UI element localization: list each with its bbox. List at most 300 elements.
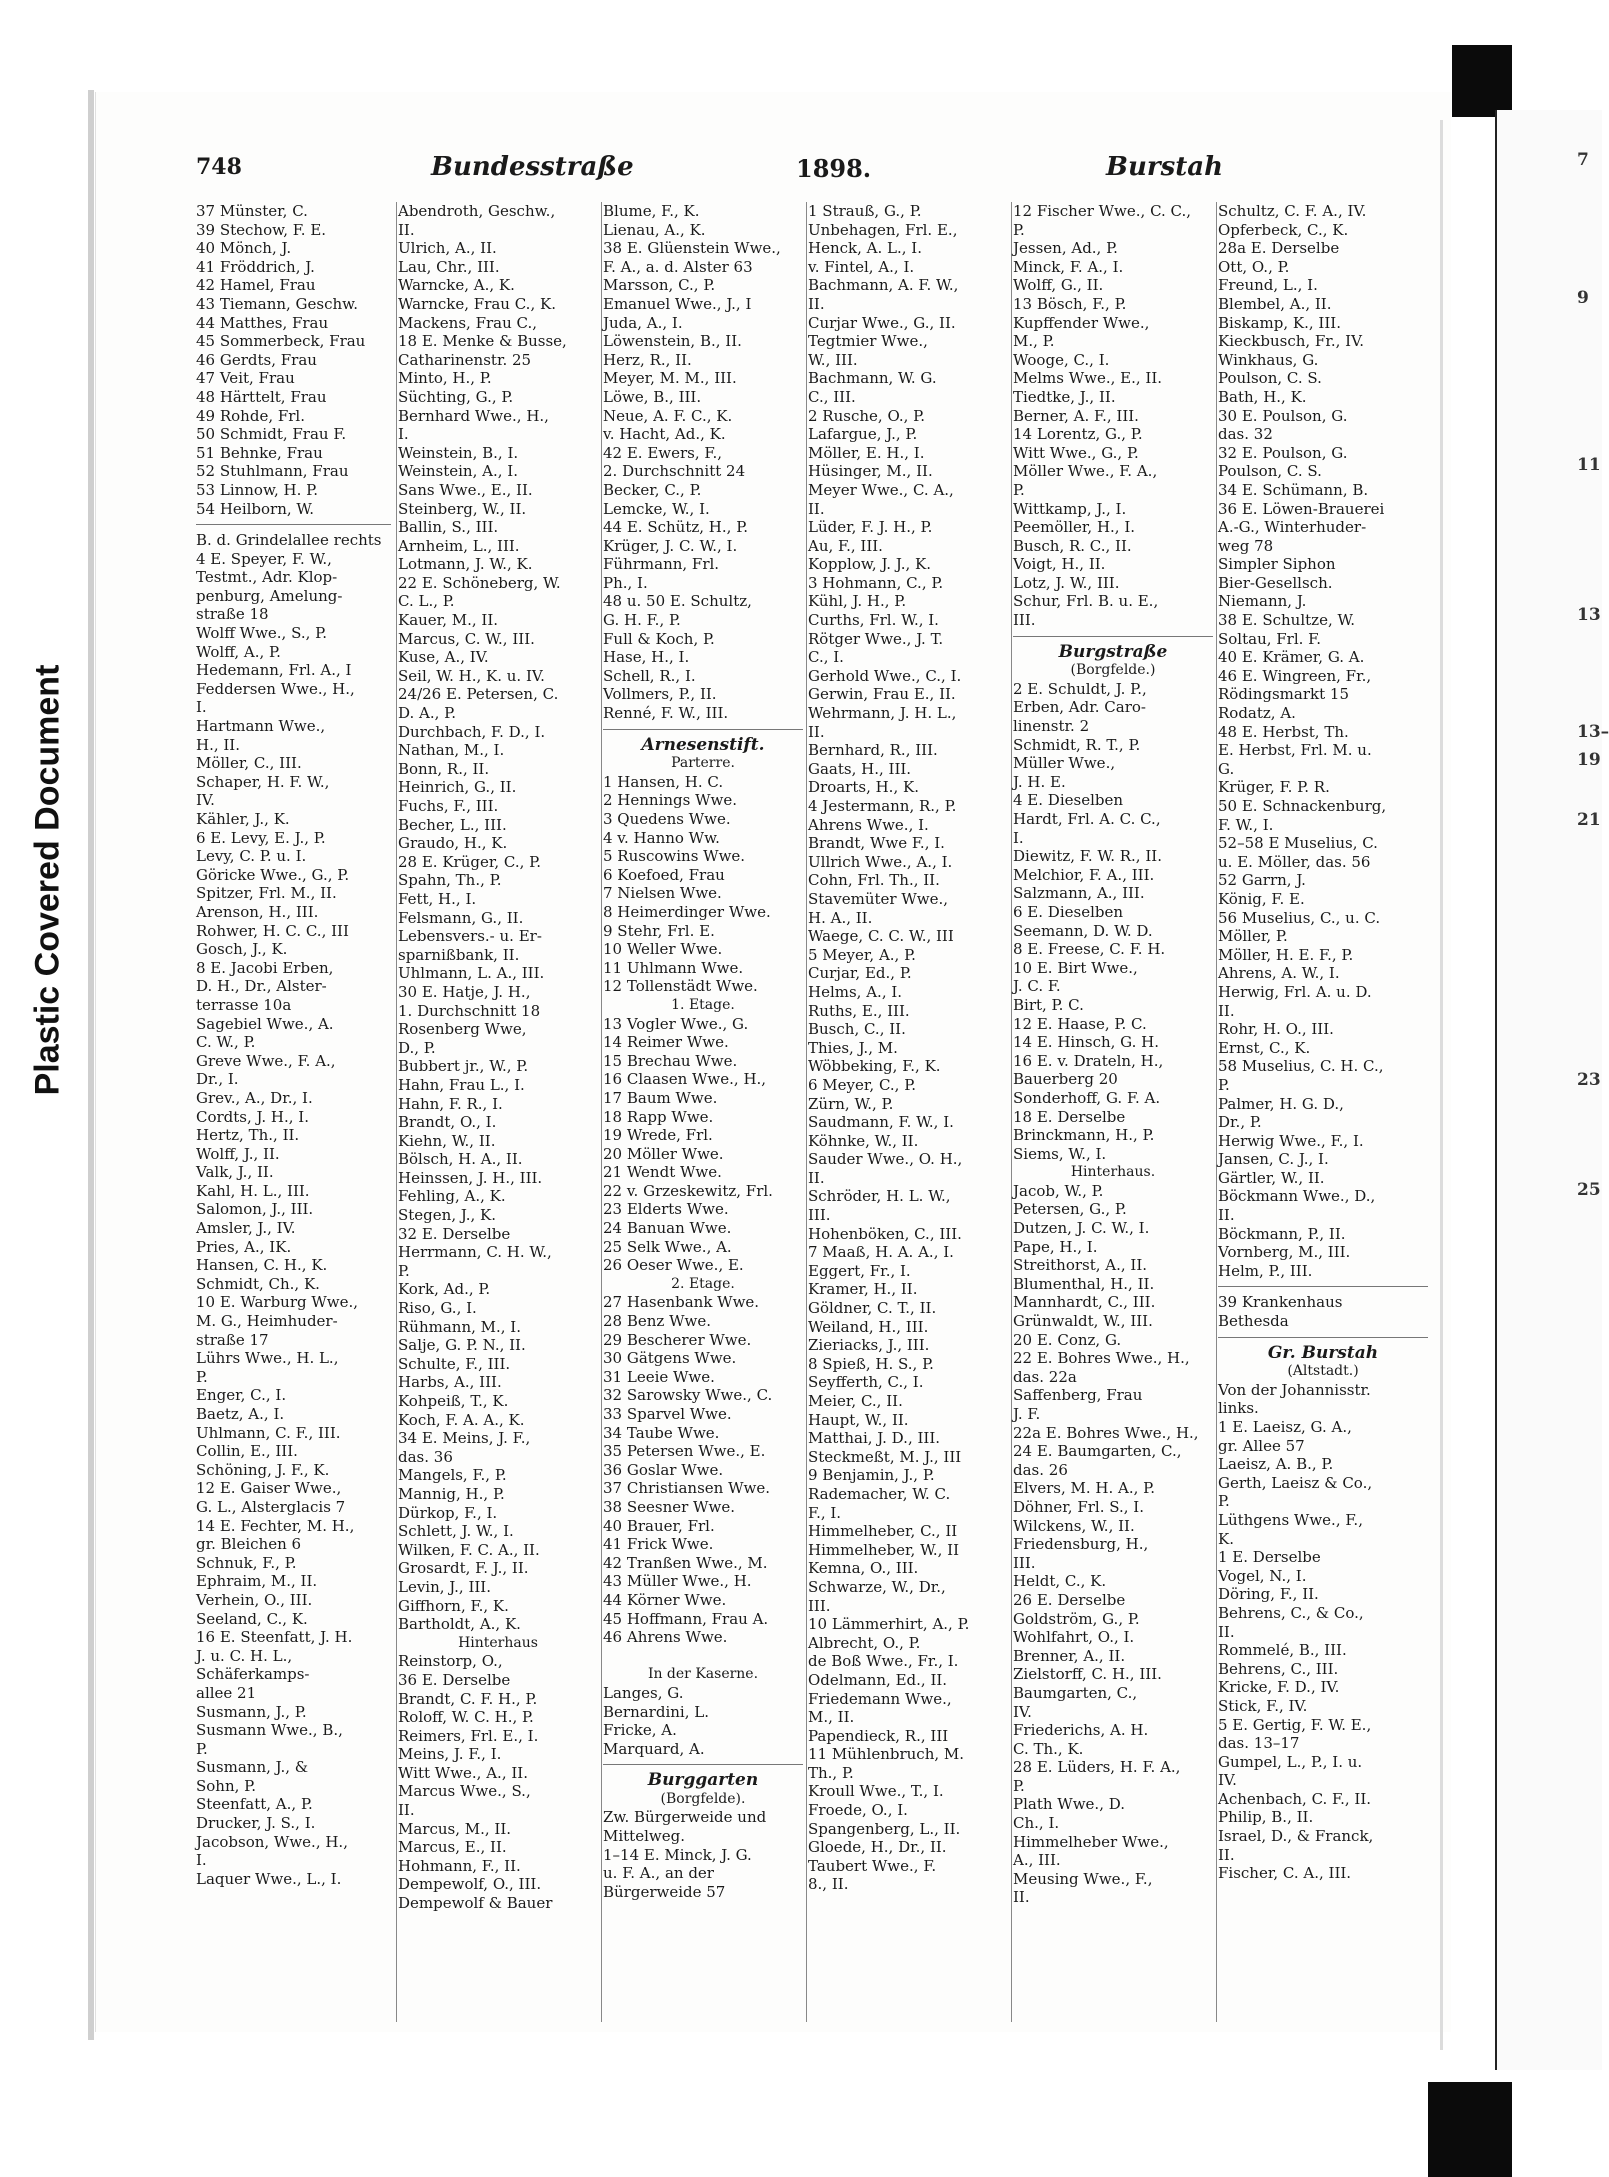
directory-entry: Melchior, F. A., III. xyxy=(1013,865,1155,884)
directory-entry: 7 Nielsen Wwe. xyxy=(603,884,722,903)
directory-entry: Bonn, R., II. xyxy=(398,759,490,778)
section-heading: Burggarten xyxy=(647,1770,759,1791)
directory-entry: Fuchs, F., III. xyxy=(398,797,499,815)
directory-entry: Döhner, Frl. S., I. xyxy=(1013,1497,1144,1516)
directory-entry: C., I. xyxy=(808,648,844,667)
directory-entry: Poulson, C. S. xyxy=(1218,369,1322,388)
page-edge xyxy=(1440,120,1443,2050)
directory-entry: Grev., A., Dr., I. xyxy=(196,1088,313,1107)
directory-entry: I. xyxy=(398,425,409,444)
directory-entry: 53 Linnow, H. P. xyxy=(196,480,318,499)
directory-entry: Brandt, C. F. H., P. xyxy=(398,1689,538,1708)
directory-entry: links. xyxy=(1218,1399,1259,1418)
directory-entry: Collin, E., III. xyxy=(196,1442,298,1461)
directory-entry: Blume, F., K. xyxy=(603,202,700,220)
directory-entry: 2. Durchschnitt 24 xyxy=(603,462,746,481)
directory-entry: Seeland, C., K. xyxy=(196,1609,308,1628)
directory-entry: Ahrens, A. W., I. xyxy=(1218,964,1340,983)
directory-entry: 12 E. Haase, P. C. xyxy=(1013,1014,1147,1033)
directory-entry: Baumgarten, C., xyxy=(1013,1683,1138,1702)
directory-entry: Behrens, C., & Co., xyxy=(1218,1603,1364,1622)
directory-entry: 24 E. Baumgarten, C., xyxy=(1013,1442,1182,1461)
directory-entry: terrasse 10a xyxy=(196,995,292,1014)
section-rule xyxy=(1218,1337,1428,1338)
directory-entry: 14 E. Fechter, M. H., xyxy=(196,1516,355,1535)
directory-entry: 39 Krankenhaus xyxy=(1218,1293,1343,1312)
directory-entry: Löwenstein, B., II. xyxy=(603,332,742,351)
directory-entry: Blembel, A., II. xyxy=(1218,294,1332,313)
directory-entry: Hardt, Frl. A. C. C., xyxy=(1013,810,1161,828)
directory-entry: Streithorst, A., II. xyxy=(1013,1256,1148,1275)
directory-entry: IV. xyxy=(1013,1702,1032,1721)
directory-entry: 47 Veit, Frau xyxy=(196,369,295,388)
directory-entry: Bubbert jr., W., P. xyxy=(398,1057,529,1076)
directory-entry: Curjar, Ed., P. xyxy=(808,964,912,983)
directory-entry: A.-G., Winterhuder- xyxy=(1218,518,1367,537)
directory-entry: P. xyxy=(196,1739,208,1758)
directory-entry: Stavemüter Wwe., xyxy=(808,889,948,908)
directory-entry: 28 E. Krüger, C., P. xyxy=(398,852,541,871)
directory-entry: Biskamp, K., III. xyxy=(1218,313,1341,332)
directory-entry: Kahl, H. L., III. xyxy=(196,1181,310,1200)
directory-entry: Rühmann, M., I. xyxy=(398,1317,521,1336)
directory-entry: 17 Baum Wwe. xyxy=(603,1088,718,1107)
directory-entry: 43 Müller Wwe., H. xyxy=(603,1572,752,1591)
directory-entry: 28 E. Lüders, H. F. A., xyxy=(1013,1758,1181,1777)
directory-entry: Himmelheber, C., II xyxy=(808,1522,958,1541)
directory-entry: P. xyxy=(196,1367,208,1386)
directory-entry: Löwe, B., III. xyxy=(603,387,702,406)
directory-entry: Witt Wwe., A., II. xyxy=(398,1763,528,1782)
directory-entry: Rötger Wwe., J. T. xyxy=(808,629,944,648)
directory-entry: 42 Tranßen Wwe., M. xyxy=(603,1553,768,1572)
directory-entry: Ott, O., P. xyxy=(1218,257,1290,276)
directory-entry: Full & Koch, P. xyxy=(603,629,715,648)
directory-entry: Stegen, J., K. xyxy=(398,1206,496,1225)
directory-entry: Gerwin, Frau E., II. xyxy=(808,685,956,704)
directory-entry: Hahn, Frau L., I. xyxy=(398,1075,525,1094)
section-rule xyxy=(603,1764,803,1765)
directory-entry: Führmann, Frl. xyxy=(603,555,720,574)
directory-entry: Gerth, Laeisz & Co., xyxy=(1218,1473,1373,1492)
directory-entry: Hohenböken, C., III. xyxy=(808,1224,962,1243)
directory-entry: Wooge, C., I. xyxy=(1013,350,1110,369)
directory-entry: Thies, J., M. xyxy=(808,1038,898,1057)
directory-entry: Kork, Ad., P. xyxy=(398,1280,491,1299)
directory-entry: Kohpeiß, T., K. xyxy=(398,1392,509,1410)
page-shadow xyxy=(88,90,94,2040)
directory-entry: Schur, Frl. B. u. E., xyxy=(1013,592,1159,611)
directory-entry: Amsler, J., IV. xyxy=(196,1219,296,1238)
directory-entry: 37 Münster, C. xyxy=(196,202,308,220)
directory-entry: 52–58 E Muselius, C. xyxy=(1218,834,1378,853)
column-1 xyxy=(196,202,391,1888)
directory-entry: Bernhard Wwe., H., xyxy=(398,406,549,425)
directory-entry: Palmer, H. G. D., xyxy=(1218,1094,1344,1113)
column-5 xyxy=(1013,202,1213,1907)
directory-entry: 52 Garrn, J. xyxy=(1218,871,1306,890)
directory-entry: III. xyxy=(808,1206,831,1225)
directory-entry: v. Fintel, A., I. xyxy=(808,257,915,276)
directory-entry: D. H., Dr., Alster- xyxy=(196,977,327,996)
binding-top xyxy=(1452,45,1512,117)
directory-entry: 8 E. Freese, C. F. H. xyxy=(1013,940,1166,959)
directory-entry: 7 Maaß, H. A. A., I. xyxy=(808,1243,954,1262)
directory-entry: III. xyxy=(1013,1553,1036,1572)
directory-entry: 1 E. Laeisz, G. A., xyxy=(1218,1418,1352,1436)
directory-entry: 38 E. Schultze, W. xyxy=(1218,611,1356,630)
directory-entry: 50 E. Schnackenburg, xyxy=(1218,797,1387,815)
directory-entry: 8 E. Jacobi Erben, xyxy=(196,958,334,977)
directory-entry: Zw. Bürgerweide und xyxy=(603,1808,767,1827)
directory-entry: J. u. C. H. L., xyxy=(196,1646,293,1665)
directory-entry: Schwarze, W., Dr., xyxy=(808,1577,946,1596)
directory-entry: IV. xyxy=(1218,1771,1237,1790)
directory-entry: 22 E. Schöneberg, W. xyxy=(398,573,561,592)
directory-entry: 14 E. Hinsch, G. H. xyxy=(1013,1033,1160,1052)
directory-entry: Kricke, F. D., IV. xyxy=(1218,1678,1340,1697)
directory-entry: II. xyxy=(1218,1206,1235,1225)
directory-entry: Lührs Wwe., H. L., xyxy=(196,1349,339,1368)
directory-entry: Neue, A. F. C., K. xyxy=(603,406,733,425)
directory-entry: Henck, A. L., I. xyxy=(808,239,922,258)
directory-entry: Wehrmann, J. H. L., xyxy=(808,704,957,723)
directory-entry: Wöbbeking, F., K. xyxy=(808,1057,941,1076)
directory-entry: 23 Elderts Wwe. xyxy=(603,1200,729,1219)
directory-entry: Busch, R. C., II. xyxy=(1013,536,1132,555)
column-2 xyxy=(398,202,598,1913)
directory-entry: Reinstorp, O., xyxy=(398,1652,503,1671)
directory-entry: Graudo, H., K. xyxy=(398,834,508,853)
directory-entry: Schell, R., I. xyxy=(603,666,696,685)
directory-entry: P. xyxy=(398,1261,410,1280)
directory-entry: 51 Behnke, Frau xyxy=(196,443,323,462)
directory-entry: Felsmann, G., II. xyxy=(398,908,524,927)
directory-entry: Süchting, G., P. xyxy=(398,387,514,406)
directory-entry: u. F. A., an der xyxy=(603,1864,714,1883)
directory-entry: Siems, W., I. xyxy=(1013,1144,1107,1163)
directory-entry: W., III. xyxy=(808,350,858,369)
directory-entry: 2. Etage. xyxy=(671,1275,735,1292)
directory-entry: Lemcke, W., I. xyxy=(603,499,710,518)
directory-entry: Weiland, H., III. xyxy=(808,1317,929,1336)
directory-entry: 56 Muselius, C., u. C. xyxy=(1218,908,1381,927)
directory-entry: Petersen, G., P. xyxy=(1013,1200,1127,1219)
directory-entry: 52 Stuhlmann, Frau xyxy=(196,462,349,481)
street-heading-right: Burstah xyxy=(1106,152,1223,182)
directory-entry: Meyer, M. M., III. xyxy=(603,369,737,388)
directory-entry: 46 E. Wingreen, Fr., xyxy=(1218,666,1372,685)
directory-entry: Schultz, C. F. A., IV. xyxy=(1218,202,1367,220)
year-heading: 1898. xyxy=(796,154,872,183)
column-divider xyxy=(1011,202,1012,2022)
directory-entry: Möller, P. xyxy=(1218,927,1288,946)
directory-entry: Meins, J. F., I. xyxy=(398,1745,502,1764)
directory-entry: 11 Mühlenbruch, M. xyxy=(808,1745,965,1764)
directory-entry: Helm, P., III. xyxy=(1218,1261,1313,1280)
directory-entry: Gumpel, L., P., I. u. xyxy=(1218,1752,1363,1771)
directory-entry: 3 Quedens Wwe. xyxy=(603,810,731,828)
directory-entry: Rommelé, B., III. xyxy=(1218,1641,1347,1660)
directory-entry: Sohn, P. xyxy=(196,1776,256,1795)
directory-entry: Döring, F., II. xyxy=(1218,1585,1319,1604)
directory-entry: Dutzen, J. C. W., I. xyxy=(1013,1219,1150,1238)
directory-entry: Taubert Wwe., F. xyxy=(808,1856,937,1875)
directory-entry: Tegtmier Wwe., xyxy=(808,332,928,351)
directory-entry: Ballin, S., III. xyxy=(398,518,499,537)
directory-entry: Bethesda xyxy=(1218,1312,1289,1331)
directory-entry: Friederichs, A. H. xyxy=(1013,1721,1149,1740)
directory-entry: Sans Wwe., E., II. xyxy=(398,480,533,499)
directory-entry: de Boß Wwe., Fr., I. xyxy=(808,1652,959,1671)
directory-entry: 16 E. Steenfatt, J. H. xyxy=(196,1628,353,1647)
directory-entry: Jansen, C. J., I. xyxy=(1218,1150,1329,1169)
directory-entry: 14 Reimer Wwe. xyxy=(603,1033,729,1052)
directory-entry: C. Th., K. xyxy=(1013,1739,1084,1758)
directory-entry: (Altstadt.) xyxy=(1287,1363,1359,1380)
page-number: 748 xyxy=(196,154,242,180)
directory-entry: G. H. F., P. xyxy=(603,611,681,630)
facing-page-number: 7 xyxy=(1577,150,1589,170)
directory-entry: 30 Gätgens Wwe. xyxy=(603,1349,737,1368)
directory-entry: Juda, A., I. xyxy=(603,313,683,332)
directory-entry: Uhlmann, L. A., III. xyxy=(398,964,545,983)
directory-entry: Langes, G. xyxy=(603,1683,684,1702)
directory-entry: Möller, E. H., I. xyxy=(808,443,925,462)
directory-entry: IV. xyxy=(196,791,215,810)
directory-entry: J. H. E. xyxy=(1013,772,1066,791)
directory-entry: I. xyxy=(1013,828,1024,847)
directory-entry: Pape, H., I. xyxy=(1013,1237,1098,1256)
directory-entry: Opferbeck, C., K. xyxy=(1218,220,1349,239)
directory-entry: 13 Bösch, F., P. xyxy=(1013,294,1127,313)
directory-entry: Nathan, M., I. xyxy=(398,741,505,760)
directory-entry: A., III. xyxy=(1013,1851,1061,1870)
column-3 xyxy=(603,202,803,1901)
directory-entry: 40 Brauer, Frl. xyxy=(603,1516,715,1535)
directory-entry: Salzmann, A., III. xyxy=(1013,884,1145,903)
directory-entry: 30 E. Poulson, G. xyxy=(1218,406,1348,425)
directory-entry: 9 Benjamin, J., P. xyxy=(808,1466,935,1485)
directory-entry: Brandt, Wwe F., I. xyxy=(808,834,945,853)
directory-entry: Hansen, C. H., K. xyxy=(196,1256,328,1275)
directory-entry: Seil, W. H., K. u. IV. xyxy=(398,666,545,685)
directory-entry: Ph., I. xyxy=(603,573,648,592)
directory-entry: Levin, J., III. xyxy=(398,1577,492,1596)
directory-entry: Jacob, W., P. xyxy=(1013,1181,1104,1200)
facing-page-number: 9 xyxy=(1577,288,1589,308)
directory-entry: Schäferkamps- xyxy=(196,1665,310,1684)
directory-entry: (Borgfelde). xyxy=(660,1790,746,1807)
directory-entry: Enger, C., I. xyxy=(196,1386,287,1405)
directory-entry: allee 21 xyxy=(196,1683,257,1702)
directory-entry: Rohwer, H. C. C., III xyxy=(196,921,349,940)
directory-entry: Heinssen, J. H., III. xyxy=(398,1168,543,1187)
column-divider xyxy=(1216,202,1217,2022)
directory-entry: Curjar Wwe., G., II. xyxy=(808,313,956,332)
section-rule xyxy=(1218,1286,1428,1287)
directory-entry: II. xyxy=(808,1168,825,1187)
directory-entry: Rödingsmarkt 15 xyxy=(1218,685,1349,704)
directory-entry: P. xyxy=(1013,220,1025,239)
directory-entry: Th., P. xyxy=(808,1763,854,1782)
directory-entry: 5 Meyer, A., P. xyxy=(808,945,916,964)
directory-entry: 44 Matthes, Frau xyxy=(196,313,329,332)
directory-entry: 32 Sarowsky Wwe., C. xyxy=(603,1386,773,1405)
directory-entry: 29 Bescherer Wwe. xyxy=(603,1330,752,1349)
directory-entry: das. 36 xyxy=(398,1447,453,1466)
directory-entry: Gerhold Wwe., C., I. xyxy=(808,666,962,685)
directory-entry: Kieckbusch, Fr., IV. xyxy=(1218,332,1365,351)
directory-entry: Hase, H., I. xyxy=(603,648,690,667)
directory-entry: 6 Meyer, C., P. xyxy=(808,1075,917,1094)
directory-entry: Herwig, Frl. A. u. D. xyxy=(1218,982,1372,1001)
section-heading: Arnesenstift. xyxy=(641,734,765,755)
directory-entry: 11 Uhlmann Wwe. xyxy=(603,958,744,977)
directory-entry: Schmidt, Ch., K. xyxy=(196,1274,320,1293)
directory-entry: Meusing Wwe., F., xyxy=(1013,1869,1153,1888)
directory-entry: Warncke, Frau C., K. xyxy=(398,294,556,313)
side-label xyxy=(18,620,78,1140)
directory-entry: Meier, C., II. xyxy=(808,1392,903,1410)
directory-entry: 27 Hasenbank Wwe. xyxy=(603,1293,760,1312)
directory-entry: 46 Ahrens Wwe. xyxy=(603,1628,728,1647)
column-6 xyxy=(1218,202,1428,1883)
directory-entry: Peemöller, H., I. xyxy=(1013,518,1136,537)
directory-entry: Heldt, C., K. xyxy=(1013,1572,1107,1591)
directory-entry: Arenson, H., III. xyxy=(196,902,319,921)
directory-entry: 10 E. Birt Wwe., xyxy=(1013,958,1138,977)
facing-page-number: 11 xyxy=(1577,455,1601,475)
directory-entry: 10 Lämmerhirt, A., P. xyxy=(808,1615,970,1634)
directory-entry: K. xyxy=(1218,1529,1234,1548)
street-heading-left: Bundesstraße xyxy=(431,152,634,182)
directory-entry: straße 17 xyxy=(196,1330,269,1349)
directory-entry: Levy, C. P. u. I. xyxy=(196,847,307,866)
directory-entry: 45 Hoffmann, Frau A. xyxy=(603,1609,769,1628)
directory-entry: Plath Wwe., D. xyxy=(1013,1795,1125,1814)
directory-entry: Fehling, A., K. xyxy=(398,1187,506,1206)
facing-page-number: 23 xyxy=(1577,1070,1601,1090)
directory-entry: 28 Benz Wwe. xyxy=(603,1312,711,1331)
directory-entry: Helms, A., I. xyxy=(808,982,903,1001)
directory-entry: Susmann, J., P. xyxy=(196,1702,307,1721)
directory-entry: 13 Vogler Wwe., G. xyxy=(603,1014,749,1033)
directory-entry: Fett, H., I. xyxy=(398,889,477,908)
directory-entry: III. xyxy=(1013,611,1036,630)
directory-entry: Testmt., Adr. Klop- xyxy=(196,568,338,587)
directory-entry: Unbehagen, Frl. E., xyxy=(808,220,958,239)
directory-entry: Herwig Wwe., F., I. xyxy=(1218,1131,1364,1150)
directory-entry: 20 Möller Wwe. xyxy=(603,1144,724,1163)
directory-entry: Wohlfahrt, O., I. xyxy=(1013,1628,1135,1647)
directory-entry: 3 Hohmann, C., P. xyxy=(808,573,944,592)
directory-entry: Au, F., III. xyxy=(808,536,883,555)
page-header xyxy=(96,92,1451,182)
directory-entry: Ahrens Wwe., I. xyxy=(808,815,929,834)
directory-entry: Hinterhaus. xyxy=(1070,1164,1156,1181)
directory-entry: Zieriacks, J., III. xyxy=(808,1336,930,1355)
directory-entry: 1 Hansen, H. C. xyxy=(603,772,724,791)
directory-entry: 22a E. Bohres Wwe., H., xyxy=(1013,1423,1199,1442)
directory-entry: Lüthgens Wwe., F., xyxy=(1218,1510,1363,1529)
directory-entry: Arnheim, L., III. xyxy=(398,536,520,555)
directory-entry: P. xyxy=(1013,480,1025,499)
directory-entry: Witt Wwe., G., P. xyxy=(1013,443,1139,462)
directory-entry: Himmelheber, W., II xyxy=(808,1540,960,1559)
directory-entry: Hohmann, F., II. xyxy=(398,1856,521,1875)
directory-entry: Riso, G., I. xyxy=(398,1299,477,1318)
directory-entry: Odelmann, Ed., II. xyxy=(808,1670,948,1689)
directory-entry: P. xyxy=(1218,1075,1230,1094)
directory-entry: J. F. xyxy=(1013,1405,1041,1423)
directory-entry: 4 v. Hanno Ww. xyxy=(603,828,720,847)
directory-entry: 4 E. Dieselben xyxy=(1013,791,1124,810)
directory-entry: C., III. xyxy=(808,387,856,406)
directory-entry: Mannig, H., P. xyxy=(398,1484,505,1503)
directory-entry: Mittelweg. xyxy=(603,1827,685,1846)
directory-entry: 1–14 E. Minck, J. G. xyxy=(603,1845,752,1864)
directory-entry: Jacobson, Wwe., H., xyxy=(196,1832,348,1851)
directory-entry: Uhlmann, C. F., III. xyxy=(196,1423,341,1442)
directory-entry: Lebensvers.- u. Er- xyxy=(398,927,542,946)
directory-entry: Böckmann Wwe., D., xyxy=(1218,1187,1376,1206)
directory-entry: 44 E. Schütz, H., P. xyxy=(603,518,749,537)
directory-entry: Achenbach, C. F., II. xyxy=(1218,1789,1372,1808)
directory-entry: 39 Stechow, F. E. xyxy=(196,220,327,239)
directory-entry: Herrmann, C. H. W., xyxy=(398,1243,552,1262)
directory-entry: II. xyxy=(808,294,825,313)
directory-entry: 10 E. Warburg Wwe., xyxy=(196,1293,359,1312)
directory-entry: Steenfatt, A., P. xyxy=(196,1795,313,1814)
directory-entry: 18 E. Menke & Busse, xyxy=(398,332,567,351)
directory-entry: 41 Frick Wwe. xyxy=(603,1535,714,1554)
directory-entry: Himmelheber Wwe., xyxy=(1013,1832,1169,1851)
directory-entry: Haupt, W., II. xyxy=(808,1410,909,1429)
directory-entry: 36 E. Löwen-Brauerei xyxy=(1218,499,1385,518)
directory-entry: Renné, F. W., III. xyxy=(603,704,729,723)
directory-entry: Vogel, N., I. xyxy=(1218,1566,1307,1585)
directory-entry: II. xyxy=(1013,1888,1030,1907)
directory-entry: Abendroth, Geschw., xyxy=(398,202,556,220)
directory-entry: Rohr, H. O., III. xyxy=(1218,1020,1334,1039)
directory-entry: Froede, O., I. xyxy=(808,1801,908,1820)
directory-entry: Brandt, O., I. xyxy=(398,1113,497,1132)
directory-entry: straße 18 xyxy=(196,605,269,624)
directory-entry: Friedensburg, H., xyxy=(1013,1535,1149,1554)
directory-entry: Müller Wwe., xyxy=(1013,754,1116,773)
directory-entry: Krüger, J. C. W., I. xyxy=(603,536,738,555)
facing-page-number: 19 xyxy=(1577,750,1601,770)
directory-entry: Möller, H. E. F., P. xyxy=(1218,945,1354,964)
directory-entry: Durchbach, F. D., I. xyxy=(398,722,546,741)
directory-entry: Schlett, J. W., I. xyxy=(398,1522,514,1541)
directory-entry: II. xyxy=(398,1801,415,1820)
directory-entry: Fricke, A. xyxy=(603,1721,677,1740)
directory-entry: G. xyxy=(1218,759,1235,778)
directory-entry: 1 E. Derselbe xyxy=(1218,1548,1321,1567)
section-rule xyxy=(196,524,391,525)
directory-entry: Goldström, G., P. xyxy=(1013,1609,1140,1628)
directory-entry: Schöning, J. F., K. xyxy=(196,1460,330,1479)
directory-entry: Schmidt, R. T., P. xyxy=(1013,735,1141,754)
section-heading: Gr. Burstah xyxy=(1267,1342,1379,1363)
directory-entry: Lienau, A., K. xyxy=(603,220,706,239)
directory-entry: M. G., Heimhuder- xyxy=(196,1312,338,1331)
directory-entry: In der Kaserne. xyxy=(647,1666,759,1683)
directory-entry: I. xyxy=(196,1851,207,1870)
directory-entry: 12 Fischer Wwe., C. C., xyxy=(1013,202,1192,220)
